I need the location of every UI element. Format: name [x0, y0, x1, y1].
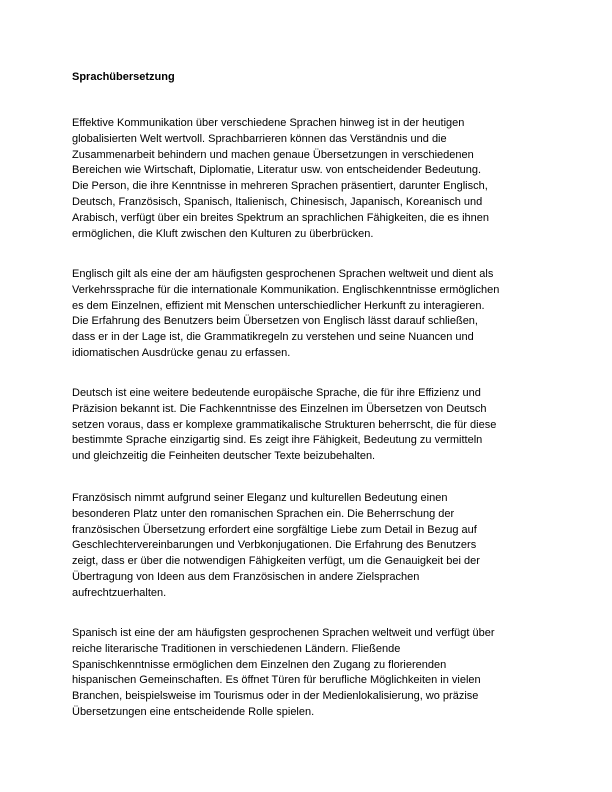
text-line: hispanischen Gemeinschaften. Es öffnet Türen für berufliche Möglichkeiten in vielen — [72, 674, 481, 687]
text-line: Spanisch ist eine der am häufigsten gesprochenen Sprachen weltweit und verfügt über — [72, 627, 495, 639]
text-line: zeigt, dass er über die notwendigen Fähigkeiten verfügt, um die Genauigkeit bei der — [72, 555, 480, 568]
text-line: Die Person, die ihre Kenntnisse in mehreren Sprachen präsentiert, darunter Englisch, — [72, 180, 488, 193]
text-line: aufrechtzuerhalten. — [72, 586, 167, 599]
paragraph-french — [72, 491, 542, 602]
text-line: Arabisch, verfügt über ein breites Spektrum an sprachlichen Fähigkeiten, die es ihnen — [72, 211, 490, 224]
text-line: und gleichzeitig die Feinheiten deutscher Texte beizubehalten. — [72, 450, 376, 463]
text-line: ermöglichen, die Kluft zwischen den Kulturen zu überbrücken. — [72, 227, 374, 240]
text-line: Deutsch, Französisch, Spanisch, Italienisch, Chinesisch, Japanisch, Koreanisch und — [72, 195, 483, 208]
text-line: Bereichen wie Wirtschaft, Diplomatie, Literatur usw. von entscheidender Bedeutung. — [72, 164, 482, 177]
text-line: Französisch nimmt aufgrund seiner Eleganz und kulturellen Bedeutung einen — [72, 492, 448, 504]
text-line: Die Erfahrung des Benutzers beim Übersetzen von Englisch lässt darauf schließen, — [72, 315, 478, 328]
text-line: Zusammenarbeit behindern und machen genaue Übersetzungen in verschiedenen — [72, 148, 474, 161]
text-line: bestimmte Sprache einzigartig sind. Es zeigt ihre Fähigkeit, Bedeutung zu vermitteln — [72, 434, 483, 447]
paragraph-introduction — [72, 116, 542, 242]
document-title: Sprachübersetzung — [72, 71, 175, 83]
paragraph-german — [72, 386, 542, 465]
text-line: Deutsch ist eine weitere bedeutende europäische Sprache, die für ihre Effizienz und — [72, 387, 481, 399]
text-line: besonderen Platz unter den romanischen Sprachen ein. Die Beherrschung der — [72, 507, 455, 520]
text-line: Verkehrssprache für die internationale Kommunikation. Englischkenntnisse ermöglichen — [72, 283, 500, 296]
text-line: Effektive Kommunikation über verschiedene Sprachen hinweg ist in der heutigen — [72, 117, 465, 129]
text-line: Spanischkenntnisse ermöglichen dem Einzelnen den Zugang zu florierenden — [72, 658, 447, 671]
text-line: es dem Einzelnen, effizient mit Menschen unterschiedlicher Herkunft zu interagieren. — [72, 299, 485, 312]
text-line: reiche literarische Traditionen in verschiedenen Ländern. Fließende — [72, 642, 401, 655]
text-line: Übersetzungen eine entscheidende Rolle spielen. — [72, 705, 315, 718]
text-line: idiomatischen Ausdrücke genau zu erfassen. — [72, 346, 291, 359]
paragraph-english — [72, 267, 542, 362]
text-line: dass er in der Lage ist, die Grammatikregeln zu verstehen und seine Nuancen und — [72, 331, 474, 344]
text-line: globalisierten Welt wertvoll. Sprachbarrieren können das Verständnis und die — [72, 132, 447, 145]
text-line: Präzision bekannt ist. Die Fachkenntnisse des Einzelnen im Übersetzen von Deutsch — [72, 402, 487, 415]
text-line: Übertragung von Ideen aus dem Französischen in andere Zielsprachen — [72, 570, 420, 583]
text-line: französischen Übersetzung erfordert eine sorgfältige Liebe zum Detail in Bezug auf — [72, 523, 477, 536]
text-line: setzen voraus, dass er komplexe grammatikalische Strukturen beherrscht, die für diese — [72, 418, 497, 431]
paragraph-spanish — [72, 626, 542, 721]
text-line: Englisch gilt als eine der am häufigsten gesprochenen Sprachen weltweit und dient als — [72, 268, 494, 280]
text-line: Geschlechtervereinbarungen und Verbkonjugationen. Die Erfahrung des Benutzers — [72, 539, 477, 552]
text-line: Branchen, beispielsweise im Tourismus oder in der Medienlokalisierung, wo präzise — [72, 690, 479, 703]
